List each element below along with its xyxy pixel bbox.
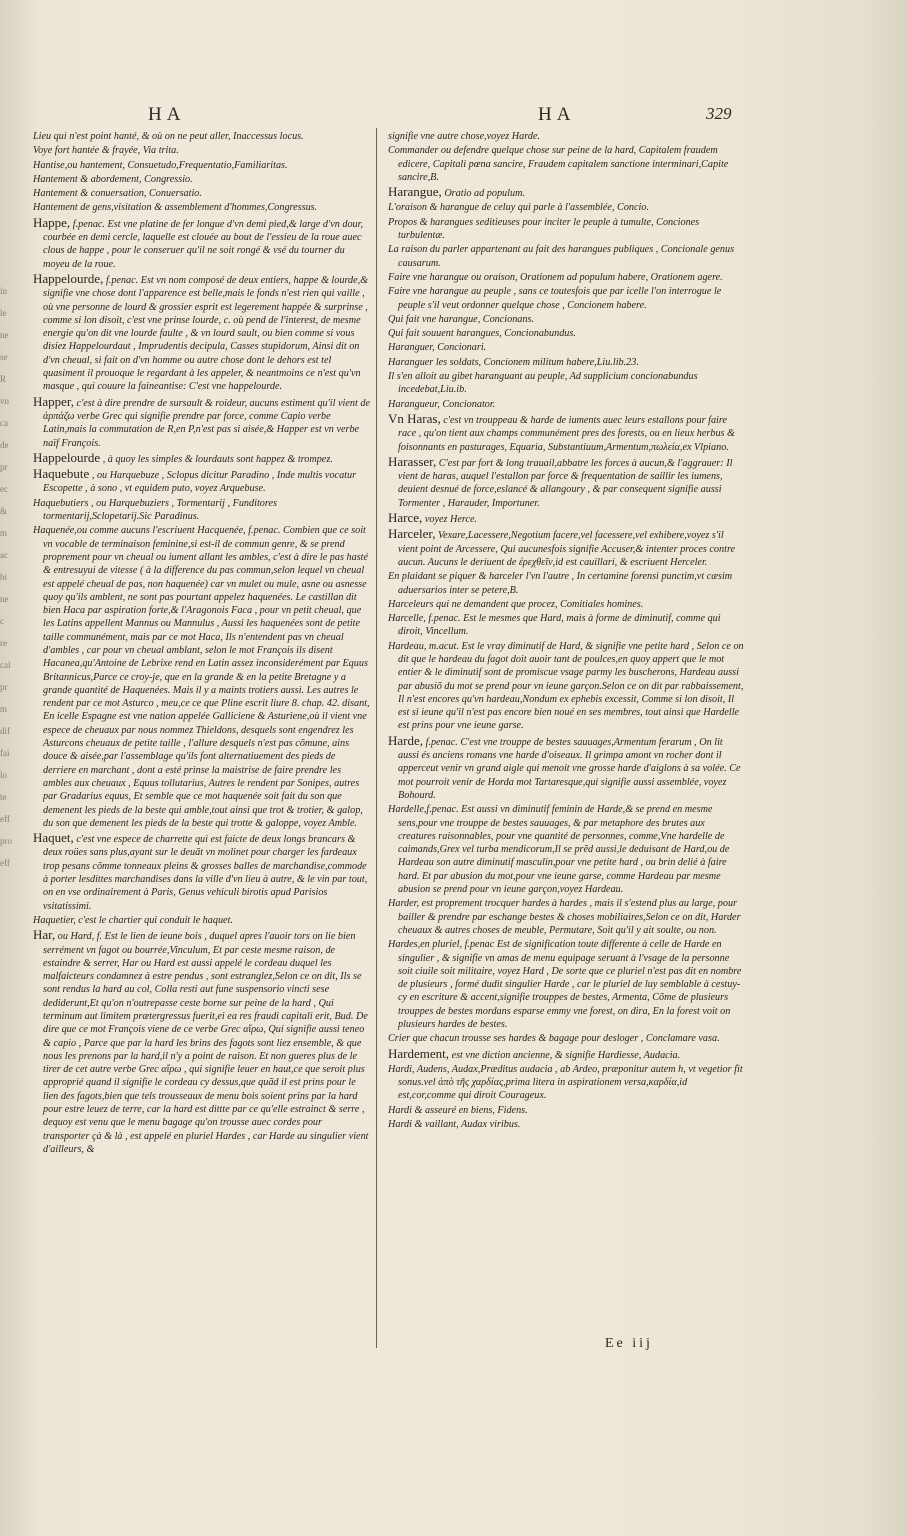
entry-headword: Har,: [33, 927, 56, 943]
dictionary-entry: [388, 640, 745, 733]
bleed-fragment: eff: [0, 858, 10, 868]
dictionary-entry: [388, 185, 745, 200]
dictionary-entry: [388, 1118, 745, 1131]
entry-text: Commander ou defendre quelque chose sur peine de la hard, Capitalem fraudem edicere, Capitali pœna sancire, Fraudem capitalem sanctione interminari,Capite sancire,B.: [388, 145, 729, 183]
entry-text: est vne diction ancienne, & signifie Hardiesse, Audacia.: [451, 1049, 681, 1061]
entry-headword: Happelourde: [33, 449, 101, 465]
entry-text: Crier que chacun trousse ses hardes & bagage pour desloger , Conclamare vasa.: [388, 1033, 720, 1045]
entry-text: Harangueur, Concionator.: [388, 398, 496, 410]
entry-text: L'oraison & harangue de celuy qui parle à l'assemblée, Concio.: [388, 202, 649, 214]
bleed-fragment: de: [0, 440, 9, 450]
entry-text: Hardeau, m.acut. Est le vray diminutif de Hard, & signifie vne petite hard , Selon ce on dit que le hardeau du fagot doit auoir tant de poulces,en quoy appert que le mot entier & le diminutif sont de promiscue vsage parmy les buscherons, Hardeau aussi par abusiõ du mot se prend pour vn ieune garçon.Selon ce on dit par rabbaissement, Il n'est encores qu'vn hardeau,Nondum ex ephebis excessit, Comme si lon disoit, Il est si ieune qu'il n'est pas encore bien noué en ses membres, tout ainsi que Hardelle est prins pour vne ieune garse.: [388, 640, 744, 732]
entry-text: Haranguer les soldats, Concionem militum habere,Liu.lib.23.: [388, 356, 639, 368]
bleed-fragment: lo: [0, 770, 8, 780]
dictionary-entry: [33, 272, 370, 394]
dictionary-entry: [388, 341, 745, 354]
dictionary-entry: [33, 524, 370, 830]
facing-page-bleed: [0, 280, 30, 1180]
dictionary-entry: [388, 734, 745, 802]
bleed-fragment: eff: [0, 814, 10, 824]
dictionary-entry: [33, 831, 370, 913]
entry-text: Il s'en alloit au gibet haranguant au peuple, Ad supplicium concionabundus incedebat,Liu.ib.: [388, 371, 698, 396]
entry-text: f.penac. Est vn nom composé de deux entiers, happe & lourde,& signifie vne chose dont l'apparence est belle,mais le fonds n'est rien qui vaille , où vne personne de lourd & grossier esprit est legerement happée & surprinse , comme si lon disoit, c'est vne prinse lourde, c. où pend de l'interest, de mesme energie qu'on dit vne lourde faulte , & vn lourd sault, ou bien comme si vous disiez Happelourdaut , Imprudentis decipula, Casses stupidorum, Ainsi dit on d'vn cheual, si fait on d'vn homme ou autre chose dont le dehors est tel quasiment il prouoque le regardant à les appeler, & neantmoins ce n'est qu'vn masque , qui couure la faineantise: C'est vne happelourde.: [43, 274, 369, 393]
bleed-fragment: se: [0, 352, 8, 362]
entry-text: , à quoy les simples & lourdauts sont happez & trompez.: [102, 453, 333, 465]
bleed-fragment: pro: [0, 836, 12, 846]
dictionary-entry: [388, 1047, 745, 1062]
bleed-fragment: fai: [0, 748, 10, 758]
dictionary-entry: [388, 1104, 745, 1117]
bleed-fragment: pr: [0, 682, 8, 692]
dictionary-entry: [388, 327, 745, 340]
entry-text: Haquetier, c'est le chartier qui conduit le haquet.: [33, 914, 233, 926]
right-column: [388, 130, 745, 1132]
entry-text: Haquenée,ou comme aucuns l'escriuent Hacquenée, f.penac. Combien que ce soit vn vocable de terminaison feminine,si est-il de commun genre, & se prend proprement pour vn cheual ou iument allant les ambles, c'est à dire le pas hasté & entresuyui de vitesse ( à la difference du pas commun,selon lequel vn cheual est appelé cheual de pas, non haquenée) car vn mulet ou mule, asne ou asnesse quoy qu'ils amblent, ne sont pas pourtant appelez haquenées. Le castillan dit bien Haca par aspiration forte,& l'Aragonois Faca , pour vn petit cheual, que les Latins appellent Mannus ou Mannulus , Aussi les haquenées sont de petite taille communément, mais par ce mot Haca, Ils n'entendent pas vn cheual d'ambles , car pour vn cheual amblant, selon le mot François ils disent Hacanea,qu'Antoine de Lebrixe rend en Latin assez inconsiderément par Equus Britannicus,Parce ce croy-je, que en la grande & en la petite Bretagne y a grande quantité de Haquenées. Mais il y a maints trotiers aussi. Les autres le rendent par ce mot Asturco , meu,ce ce que Pline escrit liure 8. chap. 42. disant, En icelle Espagne est vne nation appelée Galliciene & Asturiene,où il vient vne espece de cheuaux par nous nommez Thieldons, desquels sont engendrez les Asturcons cheuaux de petite taille , l'allure desquels n'est pas cõmune, ains douce & aisée,par l'assemblage qu'ils font alternatiuement des pieds de derriere en marchant , dont a esté prinse la maistrise de faire prendre les ambles aux cheuaux , Equus tollutarius, Autres le rendent par Sonipes, autres par Gradarius equus, Et semble que ce mot haquenée soit fait du son que demenent les pieds de la beste qui amble,tout ainsi que trot & trotier, & galop, du son que demenent les pieds de la beste qui trotte & galoppe, voyez Amble.: [33, 525, 370, 829]
entry-text: Haranguer, Concionari.: [388, 342, 487, 354]
bleed-fragment: re: [0, 638, 7, 648]
dictionary-entry: [388, 144, 745, 184]
dictionary-entry: [388, 938, 745, 1031]
bleed-fragment: ca: [0, 418, 8, 428]
entry-text: Hardelle,f.penac. Est aussi vn diminutif feminin de Harde,& se prend en mesme sens,pour vne trouppe de bestes sauuages, & par metaphore des brutes aux creatures raisonnables, pour vne quantité de personnes, comme,Vne hardelle de caimands,Grex vel turba mendicorum,Il se prẽd aussi,le deduisant de Hard,ou de Hardeau son autre diminutif masculin,pour vne petite hard , ou brin delié à faire hard. Et par abusion du mot,pour vne ieune garse, comme Hardeau par mesme abusion se prend pour vn ieune garçon,voyez Hardeau.: [388, 804, 730, 896]
bleed-fragment: ec: [0, 484, 8, 494]
dictionary-entry: [33, 216, 370, 271]
bleed-fragment: vn: [0, 396, 9, 406]
dictionary-entry: [388, 455, 745, 510]
dictionary-entry: [388, 412, 745, 454]
bleed-fragment: bi: [0, 572, 8, 582]
dictionary-entry: [33, 914, 370, 927]
bleed-fragment: le: [0, 308, 7, 318]
dictionary-entry: [33, 144, 370, 157]
entry-headword: Harceler,: [388, 526, 436, 542]
dictionary-entry: [33, 159, 370, 172]
dictionary-entry: [388, 612, 745, 639]
entry-headword: Happer,: [33, 393, 74, 409]
entry-text: ou Hard, f. Est le lien de ieune bois , duquel apres l'auoir tors on lie bien serrément vn fagot ou bourrée,Vinculum, Et par ceste mesme raison, de estaindre & serrer, Har ou Hard est aussi appelé le cordeau duquel les malfaicteurs condamnez à estre pendus , sont estranglez,Selon ce on dit, Ils se sont rendus la hard au col, Colla resti aut fune suspensorio vincti sese dediderunt,Et qu'on n'outrepasse ceste borne sur peine de la hard , Qui terminum aut limitem prætergressus fuerit,ei ea res fraudi capitali erit, Bud. De dire que ce mot François viene de ce verbe Grec αἴρω, Qui signifie aussi teneo & capio , Parce que par la hard les brins des fagots sont liez ensemble, & que nous les prenons par la hard,il n'y a point de raison. Et non gueres plus de le tirer de cet autre verbe Grec αἴρω , qui signifie leuer en haut,ce que seroit plus approprié quand il signifie le cordeau cy dessus,que quãd il est prins pour le lien des fagots,bien que tels trousseaux de menu bois soient prins par la hard pour estre leuez de terre, car la hard est dittte par ce qu'elle estrainct & serre , dequoy est venu que le menu bagage qu'on trousse auec cordes pour transporter çà & là , est appelé en pluriel Hardes , car Harde au singulier vient d'ailleurs, &: [43, 931, 369, 1155]
bleed-fragment: c: [0, 616, 4, 626]
entry-text: Propos & harangues seditieuses pour inciter le peuple à tumulte, Conciones turbulentæ.: [388, 216, 700, 242]
entry-text: Hardi & asseuré en biens, Fidens.: [388, 1104, 528, 1116]
dictionary-entry: [388, 271, 745, 284]
entry-text: voyez Herce.: [424, 514, 478, 526]
dictionary-entry: [33, 130, 370, 143]
dictionary-entry: [388, 1032, 745, 1045]
dictionary-entry: [388, 1063, 745, 1103]
entry-text: f.penac. C'est vne trouppe de bestes sauuages,Armentum ferarum , On lit aussi és anciens romans vne harde d'oiseaux. Il grimpa amont vn rocher dont il apperceut venir vn grand aigle qui menoit vne grosse harde d'aiglons à sa volée. Ce mot pourroit venir de Horda mot Tartaresque,qui signifie aussi assemblée, voyez Bohourd.: [398, 736, 741, 801]
entry-headword: Vn Haras,: [388, 410, 441, 426]
entry-text: La raison du parler appartenant au fait des harangues publiques , Concionale genus causarum.: [388, 244, 735, 269]
dictionary-entry: [388, 216, 745, 243]
entry-text: Hantement & abordement, Congressio.: [33, 173, 193, 185]
entry-text: c'est vn trouppeau & harde de iuments auec leurs estallons pour faire race , qu'on tient aux champs communément pres des forests, ou en lieux herbus & foisonnants en pasturages, Equaria, Substantiuum,Armentum,πωλεία,ex Vlpiano.: [398, 414, 735, 453]
entry-text: Hardes,en pluriel, f.penac Est de signification toute differente à celle de Harde en singulier , & signifie vn amas de menu equipage seruant à l'vsage de la personne soit ciuile soit militaire, voyez Hard , De sorte que ce pluriel n'est pas dit en nombre de plusieurs , formé dudit singulier Harde , car le pluriel de luy semblable à cestuy-cy en escriture & accent,signifie trouppes de bestes, Armenta, Cõme de plusieurs trouppes de bestes mordans esparse emmy vne forest, on dira, En la forest voit on plusieurs hardes de bestes.: [388, 939, 742, 1030]
bleed-fragment: m: [0, 528, 8, 538]
dictionary-entry: [33, 497, 370, 524]
entry-text: Hardi & vaillant, Audax viribus.: [388, 1119, 521, 1131]
dictionary-entry: [33, 395, 370, 450]
bleed-fragment: ne: [0, 594, 9, 604]
entry-text: Voye fort hantée & frayée, Via trita.: [33, 145, 179, 157]
entry-headword: Harasser,: [388, 453, 437, 469]
entry-text: f.penac. Est vne platine de fer longue d'vn demi pied,& large d'vn dour, courbée en demi cercle, laquelle est clouée au bout de l'essieu de la roue auec clous de happe , pour le conseruer qu'il ne soit rongé & vsé du tourner du moyeu de la roue.: [43, 218, 364, 270]
dictionary-entry: [388, 370, 745, 397]
entry-headword: Hardement,: [388, 1045, 450, 1061]
entry-text: Lieu qui n'est point hanté, & où on ne peut aller, Inaccessus locus.: [33, 131, 304, 142]
entry-text: Vexare,Lacessere,Negotium facere,vel facessere,vel exhibere,voyez s'il vient point de Arcessere, Qui aucunesfois signifie Accuser,& intenter proces contre aucun. Aucuns le deriuent de ἐρεχθεῖν,id est cauillari, & escriuent Herceler.: [398, 530, 736, 568]
dictionary-entry: [388, 511, 745, 526]
bleed-fragment: in: [0, 286, 8, 296]
entry-text: Harcelle, f.penac. Est le mesmes que Hard, mais à forme de diminutif, comme qui diroit, Vincellum.: [388, 613, 721, 638]
dictionary-entry: [33, 173, 370, 186]
entry-text: c'est vne espece de charrette qui est faicte de deux longs brancars & deux roües sans plus,ayant sur le deuãt vn molinet pour charger les fardeaux trop pesans cõmme tonneaux pleins & grosses balles de marchandise,commode à porter lesdittes marchandises dans la ville d'vn lieu à autre, & le vin par tout, on en vse ordinairement à Paris, Genus vehiculi birotis apud Parisios vsitatissimi.: [43, 834, 368, 912]
dictionary-entry: [388, 356, 745, 369]
entry-headword: Harangue,: [388, 184, 442, 200]
dictionary-entry: [33, 201, 370, 214]
dictionary-entry: [388, 398, 745, 411]
signature-mark: Ee iij: [605, 1336, 653, 1351]
bleed-fragment: &: [0, 506, 8, 516]
entry-text: Hardi, Audens, Audax,Præditus audacia , ab Ardeo, præponitur autem h, vt vegetior fit sonus.vel ἀπὸ τῆς χαρδίας,prima litera in aspirationem versa,καρδία,id est,cor,comme qui diroit Courageux.: [388, 1063, 743, 1102]
dictionary-entry: [388, 313, 745, 326]
dictionary-entry: [33, 467, 370, 496]
entry-text: Hantise,ou hantement, Consuetudo,Frequentatio,Familiaritas.: [33, 159, 288, 171]
dictionary-entry: [388, 803, 745, 896]
entry-text: Harder, est proprement trocquer hardes à hardes , mais il s'estend plus au large, pour bailler & prendre par eschange bestes & choses mobiliaires,Selon ce on dit, Harder cheuaux & autres choses de meuble, Permutare, Soit qu'il y ait soulte, ou non.: [388, 898, 741, 936]
page-number: 329: [706, 104, 732, 123]
entry-headword: Happe,: [33, 214, 71, 230]
entry-text: , ou Harquebuze , Sclopus dicitur Paradino , Inde multis vocatur Escopette , à sono , vt equidem puto, voyez Arquebuse.: [43, 470, 357, 495]
entry-text: Qui fait vne harangue, Concionans.: [388, 313, 535, 325]
dictionary-entry: [388, 130, 745, 143]
bleed-fragment: pr: [0, 462, 8, 472]
dictionary-entry: [388, 897, 745, 937]
entry-text: Faire vne harangue ou oraison, Orationem ad populum habere, Orationem agere.: [388, 271, 723, 283]
entry-text: En plaidant se piquer & harceler l'vn l'autre , In certamine forensi punctim,vt cæsim aduersarios inter se petere,B.: [388, 571, 733, 596]
entry-text: Hantement & conuersation, Conuersatio.: [33, 188, 202, 200]
bleed-fragment: m: [0, 704, 8, 714]
dictionary-entry: [388, 243, 745, 270]
bleed-fragment: ac: [0, 550, 8, 560]
bleed-fragment: cal: [0, 660, 11, 670]
entry-text: Qui fait souuent harangues, Concionabundus.: [388, 328, 576, 340]
dictionary-entry: [388, 570, 745, 597]
entry-text: Oratio ad populum.: [444, 188, 525, 200]
entry-text: c'est à dire prendre de sursault & roideur, aucuns estiment qu'il vient de ἁρπάζω verbe Grec qui signifie prendre par force, comme Capio verbe Latin,mais la commutation de R,en P,n'est pas si aisée,& Happer est vn verbe naïf François.: [43, 397, 370, 449]
dictionary-entry: [33, 451, 370, 466]
entry-headword: Harde,: [388, 732, 424, 748]
left-column: [33, 130, 370, 1157]
running-head-left: HA: [148, 104, 186, 125]
dictionary-entry: [388, 598, 745, 611]
bleed-fragment: ne: [0, 330, 9, 340]
entry-headword: Happelourde,: [33, 270, 104, 286]
dictionary-entry: [33, 928, 370, 1156]
entry-text: Hantement de gens,visitation & assemblement d'hommes,Congressus.: [33, 202, 318, 214]
dictionary-entry: [388, 201, 745, 214]
entry-text: Faire vne harangue au peuple , sans ce toutesfois que par icelle l'on interrogue le peuple s'il veut ordonner quelque chose , Concionem habere.: [388, 286, 722, 311]
bleed-fragment: R: [0, 374, 7, 384]
entry-text: Haquebutiers , ou Harquebuziers , Tormentarij , Funditores tormentarij,Sclopetarij.Sic Paradinus.: [33, 497, 277, 523]
entry-headword: Harce,: [388, 510, 423, 526]
entry-text: Harceleurs qui ne demandent que procez, Comitiales homines.: [388, 598, 644, 610]
entry-headword: Haquebute: [33, 466, 90, 482]
entry-text: C'est par fort & long trauail,abbatre les forces à aucun,& l'aggrauer: Il vient de haras, auquel l'estallon par force & frequentation de saillir les iumens, deuient desnué de force,eslancé & allangoury , & par consequent signifie aussi Tormenter , Harauder, Importuner.: [398, 457, 733, 509]
dictionary-entry: [388, 527, 745, 569]
dictionary-entry: [33, 187, 370, 200]
entry-headword: Haquet,: [33, 830, 74, 846]
running-head-right: HA: [538, 104, 576, 125]
bleed-fragment: te: [0, 792, 7, 802]
entry-text: signifie vne autre chose,voyez Harde.: [388, 131, 541, 142]
bleed-fragment: dif: [0, 726, 10, 736]
column-rule: [376, 128, 377, 1348]
dictionary-entry: [388, 285, 745, 312]
